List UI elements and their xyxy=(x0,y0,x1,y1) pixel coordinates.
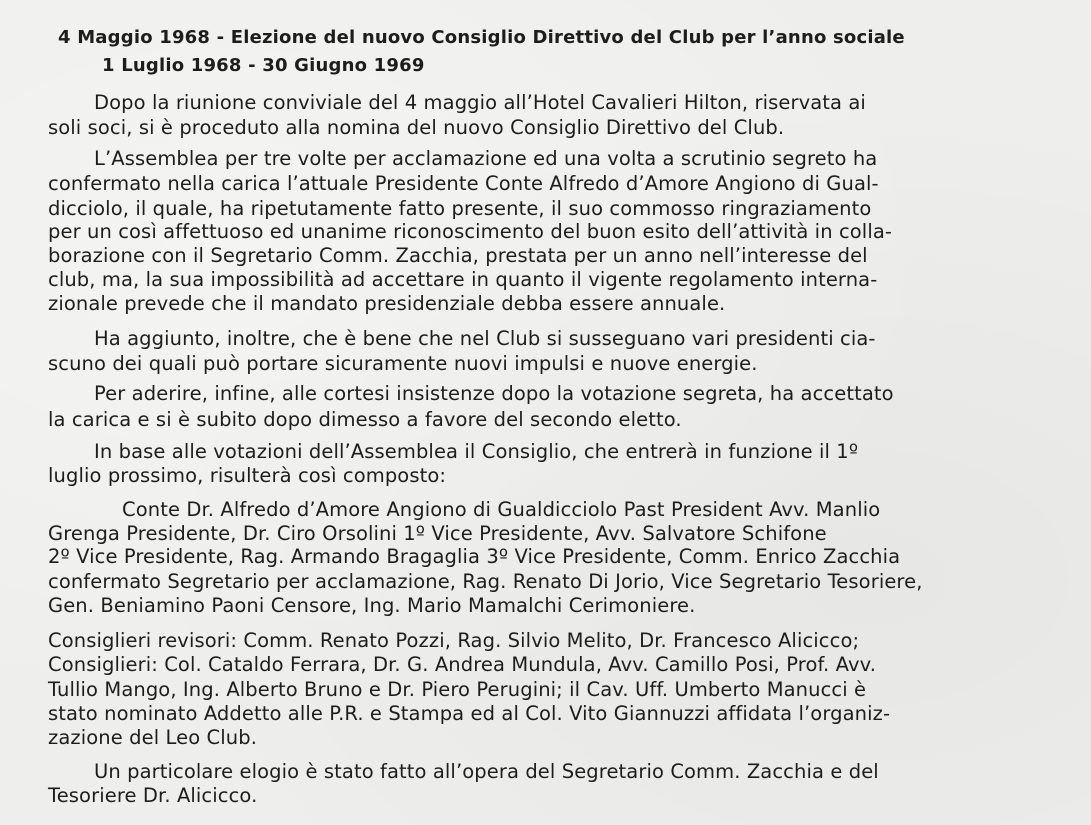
text-line: Dopo la riunione conviviale del 4 maggio all’Hotel Cavalieri Hilton, riservata ai xyxy=(94,91,866,114)
text-line: Conte Dr. Alfredo d’Amore Angiono di Gualdicciolo Past President Avv. Manlio xyxy=(122,498,881,521)
text-line: luglio prossimo, risulterà così composto: xyxy=(48,464,447,487)
text-line: Tesoriere Dr. Alicicco. xyxy=(48,784,258,807)
text-line: club, ma, la sua impossibilità ad accettare in quanto il vigente regolamento interna- xyxy=(48,268,878,291)
text-line: In base alle votazioni dell’Assemblea il Consiglio, che entrerà in funzione il 1º xyxy=(94,440,859,463)
text-line: 2º Vice Presidente, Rag. Armando Bragaglia 3º Vice Presidente, Comm. Enrico Zacchia xyxy=(48,545,901,568)
text-line: Un particolare elogio è stato fatto all’opera del Segretario Comm. Zacchia e del xyxy=(94,760,879,783)
text-line: Tullio Mango, Ing. Alberto Bruno e Dr. Piero Perugini; il Cav. Uff. Umberto Manucci è xyxy=(48,678,867,701)
text-line: soli soci, si è proceduto alla nomina del nuovo Consiglio Direttivo del Club. xyxy=(48,116,785,139)
text-line: Ha aggiunto, inoltre, che è bene che nel Club si susseguano vari presidenti cia- xyxy=(94,327,876,350)
heading-title: 4 Maggio 1968 - Elezione del nuovo Consiglio Direttivo del Club per l’anno sociale xyxy=(58,27,905,48)
text-line: zionale prevede che il mandato presidenziale debba essere annuale. xyxy=(48,292,726,315)
text-line: scuno dei quali può portare sicuramente nuovi impulsi e nuove energie. xyxy=(48,352,758,375)
document-heading xyxy=(58,24,905,80)
text-line: stato nominato Addetto alle P.R. e Stampa ed al Col. Vito Giannuzzi affidata l’organiz- xyxy=(48,702,891,725)
heading-dates: 1 Luglio 1968 - 30 Giugno 1969 xyxy=(102,55,425,76)
text-line: per un così affettuoso ed unanime riconoscimento del buon esito dell’attività in colla- xyxy=(48,220,893,243)
text-line: Per aderire, infine, alle cortesi insistenze dopo la votazione segreta, ha accettato xyxy=(94,382,894,405)
text-line: L’Assemblea per tre volte per acclamazione ed una volta a scrutinio segreto ha xyxy=(94,147,878,170)
text-line: confermato Segretario per acclamazione, Rag. Renato Di Jorio, Vice Segretario Tesoriere, xyxy=(48,570,923,593)
text-line: Grenga Presidente, Dr. Ciro Orsolini 1º Vice Presidente, Avv. Salvatore Schifone xyxy=(48,522,827,545)
text-line: confermato nella carica l’attuale Presidente Conte Alfredo d’Amore Angiono di Gual- xyxy=(48,172,879,195)
text-line: Gen. Beniamino Paoni Censore, Ing. Mario Mamalchi Cerimoniere. xyxy=(48,594,696,617)
text-line: Consiglieri: Col. Cataldo Ferrara, Dr. G. Andrea Mundula, Avv. Camillo Posi, Prof. Avv. xyxy=(48,653,877,676)
text-line: zazione del Leo Club. xyxy=(48,726,258,749)
text-line: borazione con il Segretario Comm. Zacchia, prestata per un anno nell’interesse del xyxy=(48,244,868,267)
text-line: Consiglieri revisori: Comm. Renato Pozzi, Rag. Silvio Melito, Dr. Francesco Alicicco; xyxy=(48,629,860,652)
text-line: la carica e si è subito dopo dimesso a favore del secondo eletto. xyxy=(48,408,682,431)
text-line: dicciolo, il quale, ha ripetutamente fatto presente, il suo commosso ringraziamento xyxy=(48,197,872,220)
